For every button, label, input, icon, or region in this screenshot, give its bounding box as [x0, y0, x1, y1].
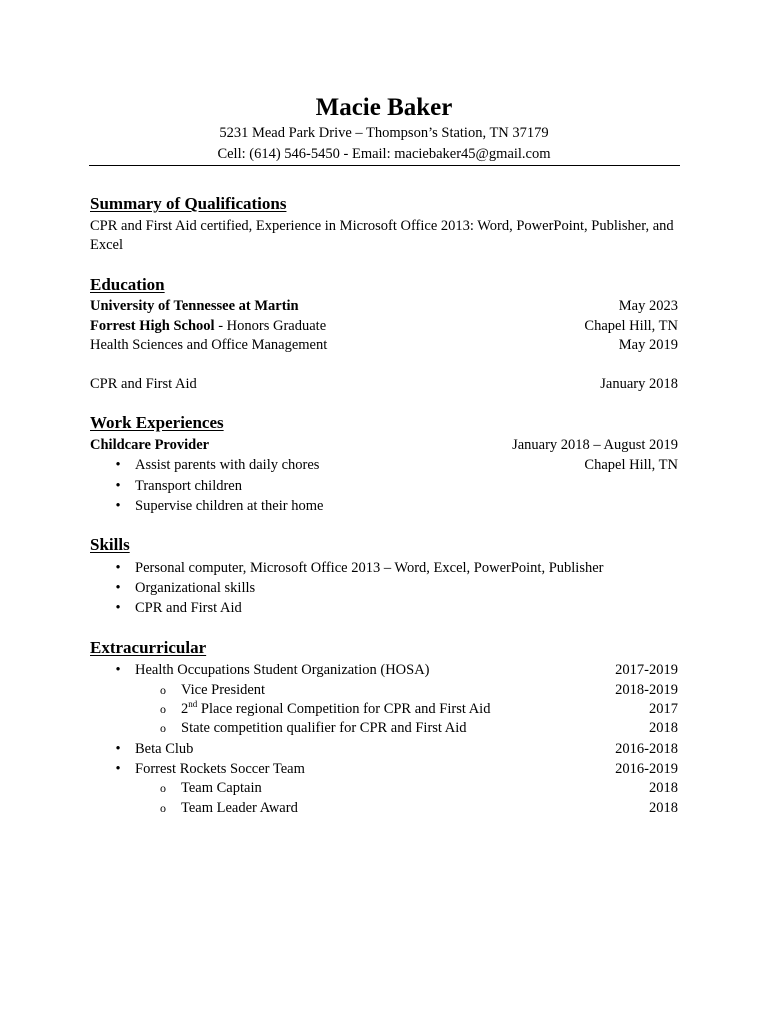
- extracurricular-heading: Extracurricular: [90, 638, 207, 657]
- activity-years: 2018: [649, 720, 678, 736]
- list-item: • CPR and First Aid: [90, 598, 678, 618]
- bullet-icon: •: [115, 580, 121, 596]
- job-location: Chapel Hill, TN: [584, 457, 678, 473]
- education-row: [90, 374, 678, 394]
- list-item: • Organizational skills: [90, 578, 678, 598]
- candidate-name: Macie Baker: [315, 94, 453, 121]
- list-item: o 2nd Place regional Competition for CPR and First Aid 2017: [90, 699, 678, 719]
- address-line: 5231 Mead Park Drive – Thompson’s Station, TN 37179: [219, 125, 549, 141]
- bullet-icon: •: [115, 662, 121, 678]
- education-heading: Education: [90, 275, 165, 294]
- education-date: May 2023: [618, 298, 678, 314]
- activity-years: 2018-2019: [615, 682, 678, 698]
- skills-heading: Skills: [90, 535, 130, 554]
- bullet-icon: •: [115, 600, 121, 616]
- bullet-icon: •: [115, 478, 121, 494]
- circle-bullet-icon: o: [160, 781, 166, 795]
- education-date: May 2019: [618, 337, 678, 353]
- education-row: [90, 335, 678, 355]
- job-title: Childcare Provider: [90, 437, 210, 453]
- list-item: • Supervise children at their home: [90, 496, 678, 516]
- list-item: o Vice President 2018-2019: [90, 680, 678, 700]
- work-heading: Work Experiences: [90, 413, 224, 432]
- job-row: [90, 435, 678, 455]
- bullet-icon: •: [115, 457, 121, 473]
- bullet-icon: •: [115, 560, 121, 576]
- contact-line: Cell: (614) 546-5450 - Email: maciebaker45@gmail.com: [217, 146, 551, 162]
- education-location: Chapel Hill, TN: [584, 318, 678, 334]
- activity-years: 2016-2019: [615, 761, 678, 777]
- list-item: o Team Captain 2018: [90, 778, 678, 798]
- bullet-icon: •: [115, 741, 121, 757]
- list-item: • Forrest Rockets Soccer Team 2016-2019: [90, 759, 678, 779]
- certification: CPR and First Aid: [90, 376, 197, 392]
- list-item: • Beta Club 2016-2018: [90, 739, 678, 759]
- list-item: o State competition qualifier for CPR and First Aid 2018: [90, 718, 678, 738]
- list-item: • Personal computer, Microsoft Office 2013 – Word, Excel, PowerPoint, Publisher: [90, 558, 678, 578]
- education-row: [90, 296, 678, 316]
- circle-bullet-icon: o: [160, 721, 166, 735]
- header-divider: [89, 165, 680, 166]
- activity-years: 2016-2018: [615, 741, 678, 757]
- circle-bullet-icon: o: [160, 801, 166, 815]
- summary-heading: Summary of Qualifications: [90, 194, 287, 213]
- bullet-icon: •: [115, 498, 121, 514]
- list-item: • Assist parents with daily chores Chapel Hill, TN: [90, 455, 678, 475]
- education-program: Health Sciences and Office Management: [90, 337, 328, 353]
- education-institution: University of Tennessee at Martin: [90, 298, 299, 314]
- activity-years: 2017-2019: [615, 662, 678, 678]
- bullet-icon: •: [115, 761, 121, 777]
- circle-bullet-icon: o: [160, 702, 166, 716]
- list-item: • Health Occupations Student Organization (HOSA) 2017-2019: [90, 660, 678, 680]
- list-item: • Transport children: [90, 476, 678, 496]
- education-institution: Forrest High School - Honors Graduate: [90, 318, 327, 334]
- job-dates: January 2018 – August 2019: [512, 437, 678, 453]
- summary-text: CPR and First Aid certified, Experience in Microsoft Office 2013: Word, PowerPoint, Publisher, and Excel: [90, 218, 674, 253]
- circle-bullet-icon: o: [160, 683, 166, 697]
- activity-years: 2017: [649, 701, 678, 717]
- list-item: o Team Leader Award 2018: [90, 798, 678, 818]
- activity-years: 2018: [649, 780, 678, 796]
- certification-date: January 2018: [600, 376, 678, 392]
- activity-years: 2018: [649, 800, 678, 816]
- education-row: [90, 316, 678, 336]
